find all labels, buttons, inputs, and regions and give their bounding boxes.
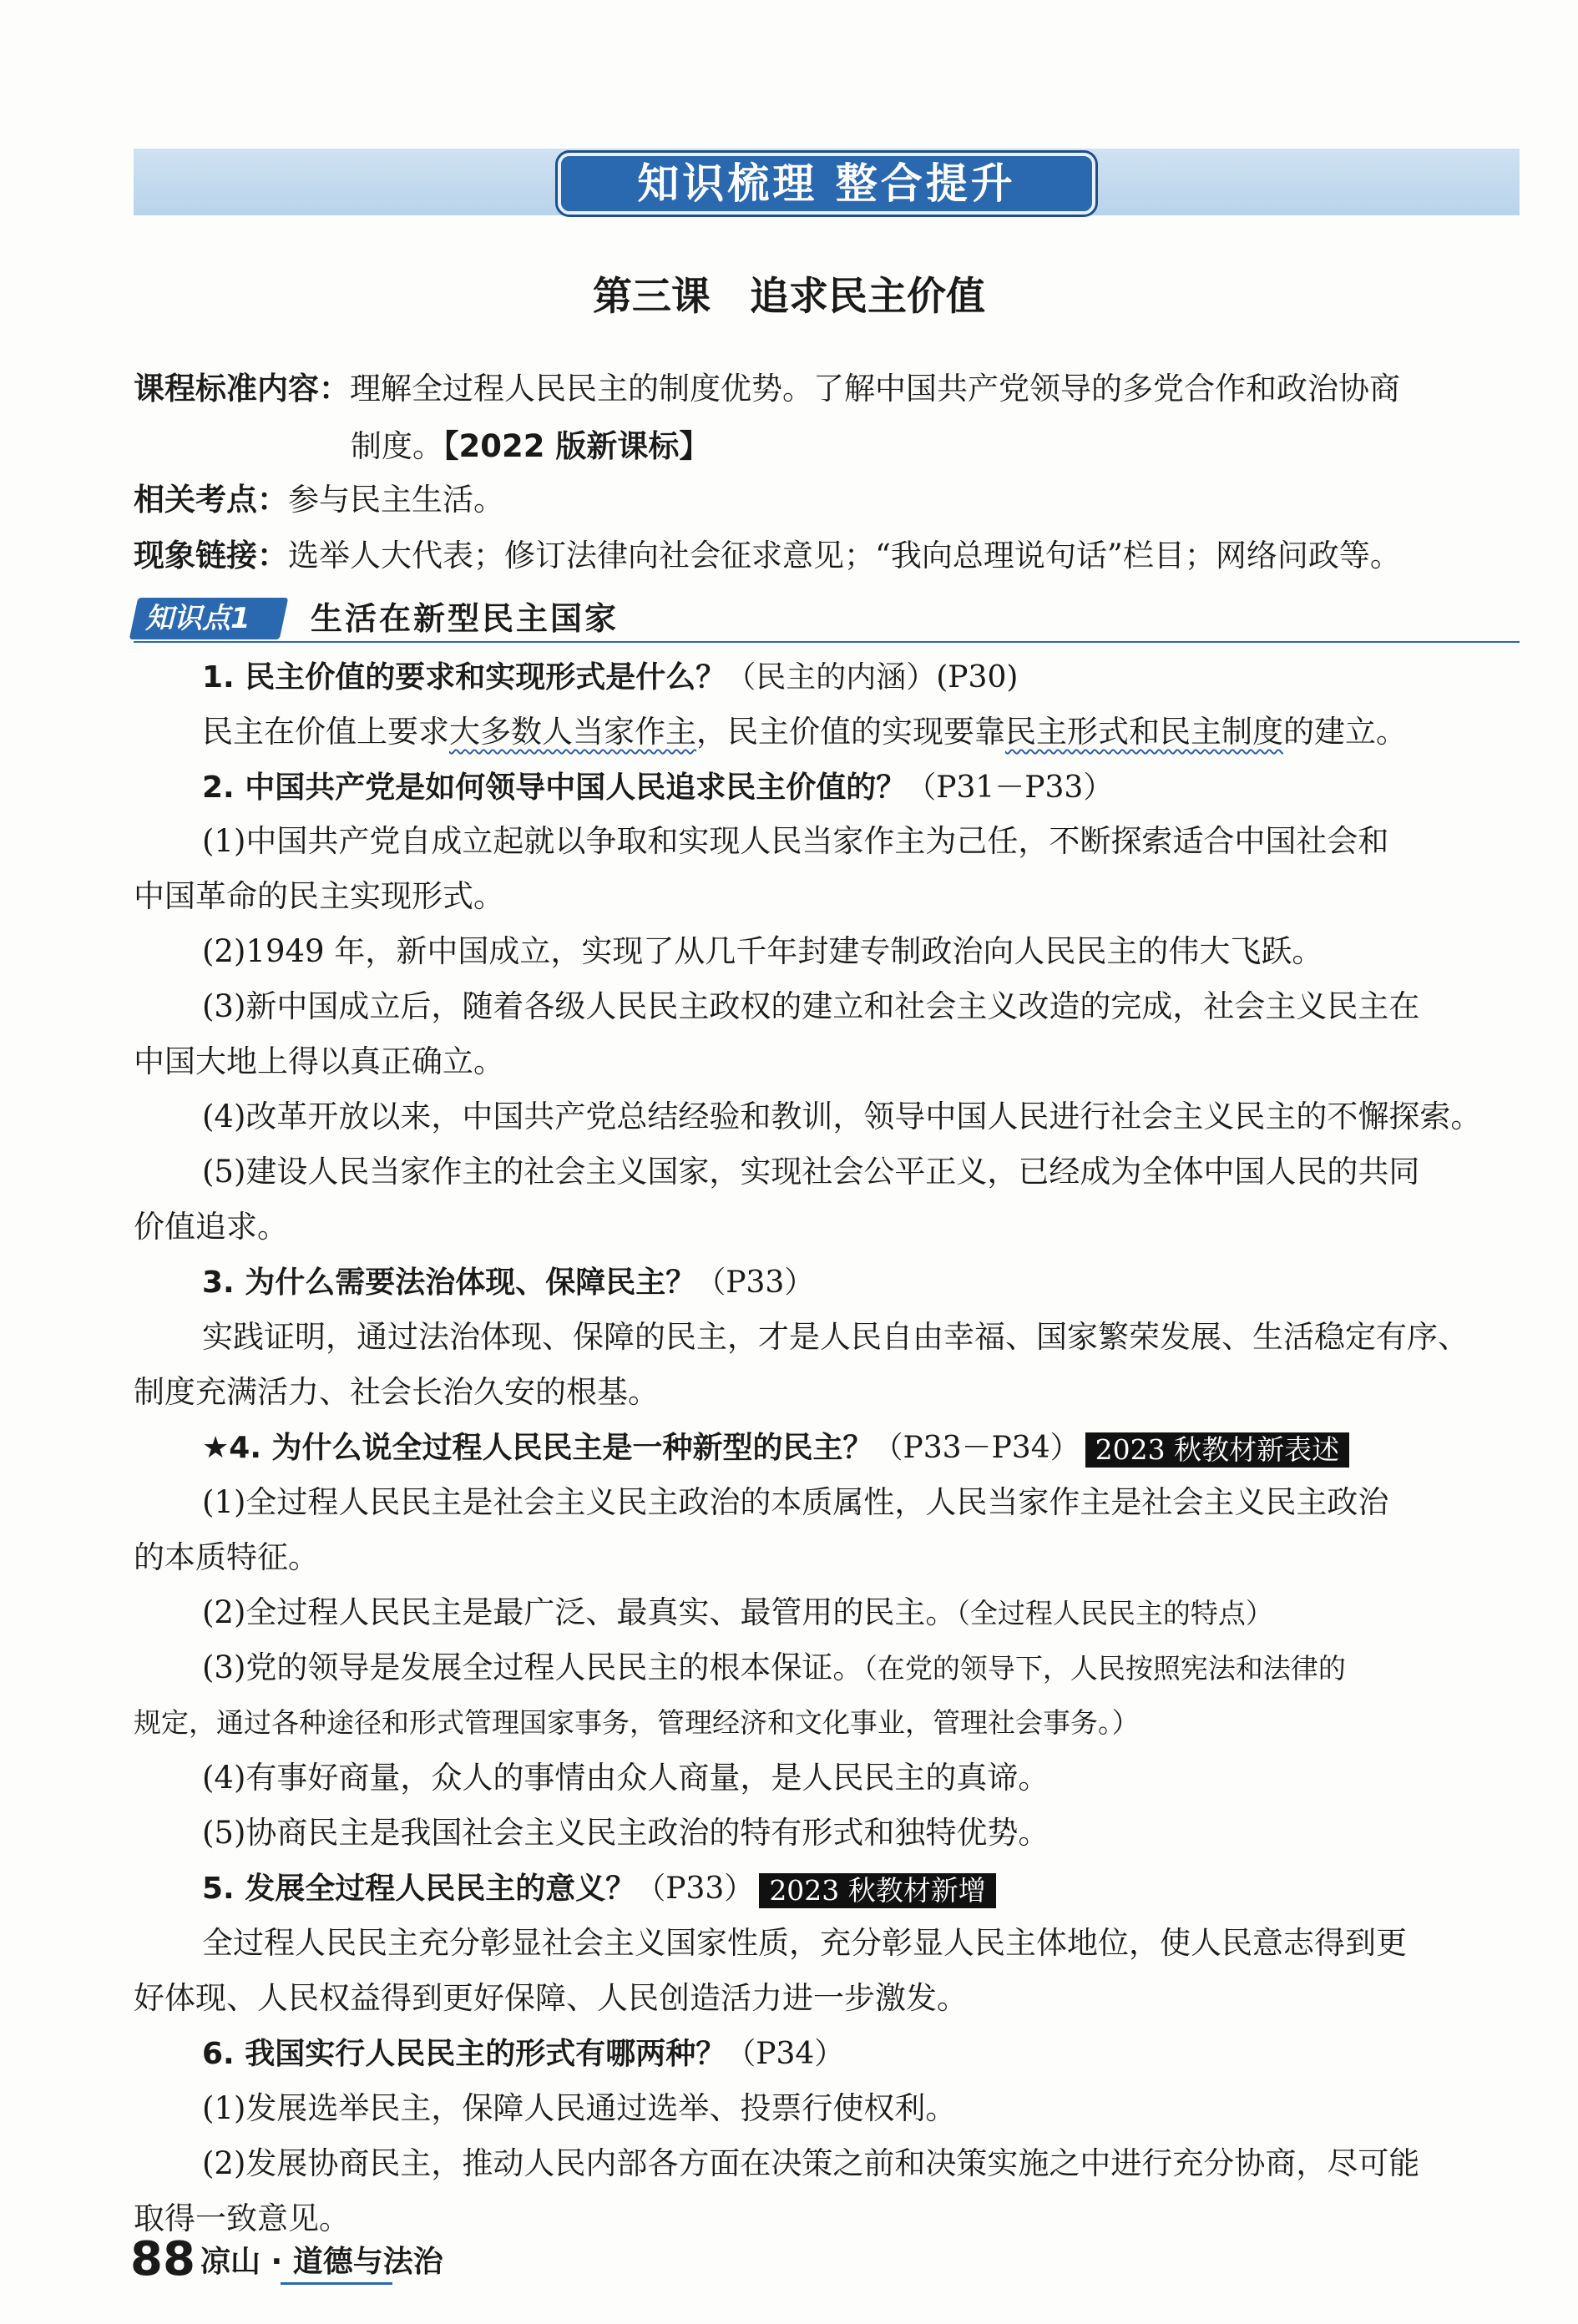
answer-2-item-5-cont: 价值追求。 — [134, 1209, 288, 1245]
question-6-title: 6. 我国实行人民民主的形式有哪两种？ — [202, 2037, 726, 2071]
answer-1-text: ，民主价值的实现要靠 — [696, 714, 1005, 750]
link-text: 选举人大代表；修订法律向社会征求意见；“我向总理说句话”栏目；网络问政等。 — [288, 538, 1401, 573]
question-5 — [202, 1865, 996, 1912]
answer-2-item-3-cont: 中国大地上得以真正确立。 — [134, 1043, 504, 1079]
question-4 — [202, 1424, 1349, 1472]
question-5-title: 5. 发展全过程人民民主的意义？ — [202, 1872, 636, 1906]
question-4-ref: （P33－P34） — [872, 1431, 1080, 1465]
answer-4-item-2-text: (2)全过程人民民主是最广泛、最真实、最管用的民主。 — [202, 1594, 957, 1630]
answer-2-item-3: (3)新中国成立后，随着各级人民民主政权的建立和社会主义改造的完成，社会主义民主在 — [202, 988, 1420, 1024]
answer-4-item-3-note-cont: 规定，通过各种途径和形式管理国家事务，管理经济和文化事业，管理社会事务。） — [134, 1706, 1140, 1739]
question-3-title: 3. 为什么需要法治体现、保障民主？ — [202, 1266, 696, 1300]
answer-2-item-2: (2)1949 年，新中国成立，实现了从几千年封建专制政治向人民民主的伟大飞跃。 — [202, 933, 1323, 969]
answer-1-text: 民主在价值上要求 — [202, 714, 449, 750]
exam-label: 相关考点： — [134, 482, 288, 518]
question-1 — [202, 654, 1018, 701]
answer-6-item-2-cont: 取得一致意见。 — [134, 2200, 350, 2236]
answer-1-text: 的建立。 — [1283, 714, 1407, 750]
answer-4-item-1: (1)全过程人民民主是社会主义民主政治的本质属性，人民当家作主是社会主义民主政治 — [202, 1484, 1389, 1520]
question-5-ref: （P33） — [635, 1872, 755, 1906]
answer-2-item-1: (1)中国共产党自成立起就以争取和实现人民当家作主为己任，不断探索适合中国社会和 — [202, 823, 1389, 859]
footer-title: 凉山 · 道德与法治 — [200, 2245, 443, 2279]
answer-5: 全过程人民民主充分彰显社会主义国家性质，充分彰显人民主体地位，使人民意志得到更 — [202, 1925, 1407, 1961]
answer-4-item-2 — [202, 1589, 1273, 1637]
page-number: 88 — [130, 2232, 195, 2286]
answer-2-item-5: (5)建设人民当家作主的社会主义国家，实现社会公平正义，已经成为全体中国人民的共同 — [202, 1154, 1420, 1190]
answer-2-item-1-cont: 中国革命的民主实现形式。 — [134, 878, 504, 914]
question-3 — [202, 1259, 814, 1306]
footer-rule — [281, 2282, 392, 2285]
question-1-title: 1. 民主价值的要求和实现形式是什么？ — [202, 660, 726, 695]
knowledge-point-title: 生活在新型民主国家 — [311, 600, 620, 637]
phenomenon-link — [134, 533, 1401, 579]
question-3-ref: （P33） — [695, 1266, 815, 1300]
answer-3: 实践证明，通过法治体现、保障的民主，才是人民自由幸福、国家繁荣发展、生活稳定有序、 — [202, 1319, 1469, 1355]
knowledge-point-header — [134, 594, 1520, 643]
lesson-title: 第三课 追求民主价值 — [593, 274, 985, 320]
question-2-title: 2. 中国共产党是如何领导中国人民追求民主价值的？ — [202, 770, 907, 805]
link-label: 现象链接： — [134, 538, 288, 573]
answer-4-item-3 — [202, 1644, 1346, 1692]
question-6-ref: （P34） — [726, 2037, 845, 2071]
answer-6-item-1: (1)发展选举民主，保障人民通过选举、投票行使权利。 — [202, 2090, 957, 2126]
answer-2-item-4: (4)改革开放以来，中国共产党总结经验和教训，领导中国人民进行社会主义民主的不懈探索。 — [202, 1099, 1482, 1134]
standard-label: 课程标准内容： — [134, 371, 350, 407]
exam-point — [134, 477, 504, 523]
question-6 — [202, 2030, 844, 2078]
exam-text: 参与民主生活。 — [288, 482, 504, 518]
standard-text-cont: 制度。 — [351, 428, 443, 464]
answer-4-item-3-text: (3)党的领导是发展全过程人民民主的根本保证。 — [202, 1650, 864, 1685]
new-content-tag: 2023 秋教材新增 — [759, 1873, 995, 1908]
question-4-title: ★4. 为什么说全过程人民民主是一种新型的民主？ — [202, 1431, 873, 1465]
course-standard-cont — [351, 423, 710, 470]
course-standard — [134, 366, 1400, 412]
question-2 — [202, 764, 1113, 811]
answer-6-item-2: (2)发展协商民主，推动人民内部各方面在决策之前和决策实施之中进行充分协商，尽可能 — [202, 2145, 1420, 2181]
new-textbook-tag: 2023 秋教材新表述 — [1085, 1432, 1349, 1468]
standard-tag: 【2022 版新课标】 — [443, 428, 711, 464]
question-2-ref: （P31－P33） — [906, 770, 1114, 805]
answer-1-key-1: 大多数人当家作主 — [449, 714, 696, 750]
answer-5-cont: 好体现、人民权益得到更好保障、人民创造活力进一步激发。 — [134, 1980, 968, 2016]
answer-4-item-1-cont: 的本质特征。 — [134, 1539, 319, 1575]
knowledge-point-badge: 知识点1 — [145, 602, 250, 635]
answer-4-item-2-note: （全过程人民民主的特点） — [956, 1597, 1273, 1629]
answer-1-key-2: 民主形式和民主制度 — [1005, 714, 1283, 750]
banner-title: 知识梳理 整合提升 — [558, 153, 1095, 215]
question-1-ref: （民主的内涵）(P30) — [726, 660, 1019, 695]
standard-text: 理解全过程人民民主的制度优势。了解中国共产党领导的多党合作和政治协商 — [350, 371, 1400, 407]
answer-3-cont: 制度充满活力、社会长治久安的根基。 — [134, 1374, 659, 1410]
answer-4-item-3-note: （在党的领导下，人民按照宪法和法律的 — [863, 1652, 1346, 1685]
knowledge-point-rule — [134, 641, 1520, 643]
answer-4-item-5: (5)协商民主是我国社会主义民主政治的特有形式和独特优势。 — [202, 1815, 1049, 1851]
answer-1 — [202, 709, 1407, 755]
answer-4-item-4: (4)有事好商量，众人的事情由众人商量，是人民民主的真谛。 — [202, 1760, 1049, 1796]
